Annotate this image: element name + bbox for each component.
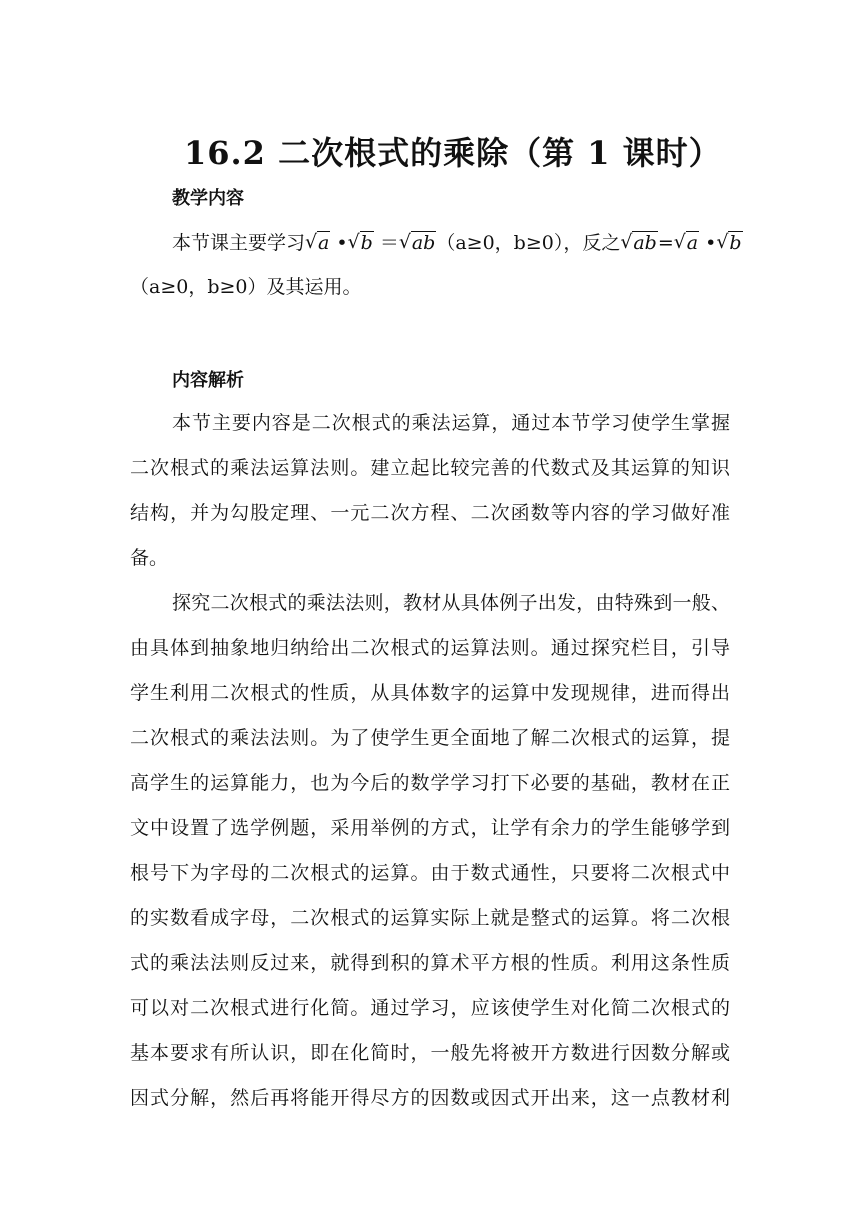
radical-sign-icon: √ bbox=[716, 231, 729, 253]
paragraph-line: 由具体到抽象地归纳给出二次根式的运算法则。通过探究栏目，引导 bbox=[130, 637, 730, 659]
section-heading-teaching-content: 教学内容 bbox=[172, 188, 244, 209]
sqrt-b: √ b bbox=[347, 231, 373, 254]
paragraph-line: 结构，并为勾股定理、一元二次方程、二次函数等内容的学习做好准 bbox=[130, 502, 730, 524]
paragraph-line: 备。 bbox=[130, 547, 169, 569]
formula-lead-text: 本节课主要学习 bbox=[172, 232, 306, 254]
paragraph-line: 式的乘法法则反过来，就得到积的算术平方根的性质。利用这条性质 bbox=[130, 952, 730, 974]
equals-sign-2: = bbox=[657, 232, 674, 254]
section-heading-content-analysis: 内容解析 bbox=[172, 370, 244, 391]
paragraph-line: 高学生的运算能力，也为今后的数学学习打下必要的基础，教材在正 bbox=[130, 772, 730, 794]
radical-sign-icon: √ bbox=[347, 231, 360, 253]
paragraph-line: 二次根式的乘法运算法则。建立起比较完善的代数式及其运算的知识 bbox=[130, 457, 730, 479]
equals-sign: ＝ bbox=[379, 232, 399, 254]
radical-sign-icon: √ bbox=[620, 231, 633, 253]
paragraph-line: 探究二次根式的乘法法则，教材从具体例子出发，由特殊到一般、 bbox=[172, 592, 730, 614]
paragraph-line: 文中设置了选学例题，采用举例的方式，让学有余力的学生能够学到 bbox=[130, 817, 730, 839]
multiply-dot: • bbox=[336, 232, 348, 254]
paragraph-line: 根号下为字母的二次根式的运算。由于数式通性，只要将二次根式中 bbox=[130, 862, 730, 884]
condition-line: （a≥0，b≥0）及其运用。 bbox=[130, 276, 362, 298]
multiply-dot-2: • bbox=[705, 232, 717, 254]
sqrt-a: √ a bbox=[305, 231, 330, 254]
paragraph-line: 基本要求有所认识，即在化简时，一般先将被开方数进行因数分解或 bbox=[130, 1042, 730, 1064]
paragraph-line: 的实数看成字母，二次根式的运算实际上就是整式的运算。将二次根 bbox=[130, 907, 730, 929]
paragraph-line: 可以对二次根式进行化简。通过学习，应该使学生对化简二次根式的 bbox=[130, 997, 730, 1019]
sqrt-ab-2: √ ab bbox=[620, 231, 657, 254]
page-title: 16.2 二次根式的乘除（第 1 课时） bbox=[184, 134, 722, 172]
radical-sign-icon: √ bbox=[673, 231, 686, 253]
sqrt-ab: √ ab bbox=[398, 231, 436, 254]
paragraph-line: 因式分解，然后再将能开得尽方的因数或因式开出来，这一点教材利 bbox=[130, 1087, 730, 1109]
condition-text: （a≥0，b≥0），反之 bbox=[436, 232, 621, 254]
paragraph-line: 学生利用二次根式的性质，从具体数字的运算中发现规律，进而得出 bbox=[130, 682, 730, 704]
sqrt-a-2: √ a bbox=[673, 231, 699, 254]
radical-sign-icon: √ bbox=[398, 231, 411, 253]
paragraph-line: 本节主要内容是二次根式的乘法运算，通过本节学习使学生掌握 bbox=[172, 412, 730, 434]
formula-line bbox=[172, 228, 742, 255]
paragraph-line: 二次根式的乘法法则。为了使学生更全面地了解二次根式的运算，提 bbox=[130, 727, 730, 749]
sqrt-b-2: √ b bbox=[716, 231, 742, 254]
radical-sign-icon: √ bbox=[305, 231, 318, 253]
